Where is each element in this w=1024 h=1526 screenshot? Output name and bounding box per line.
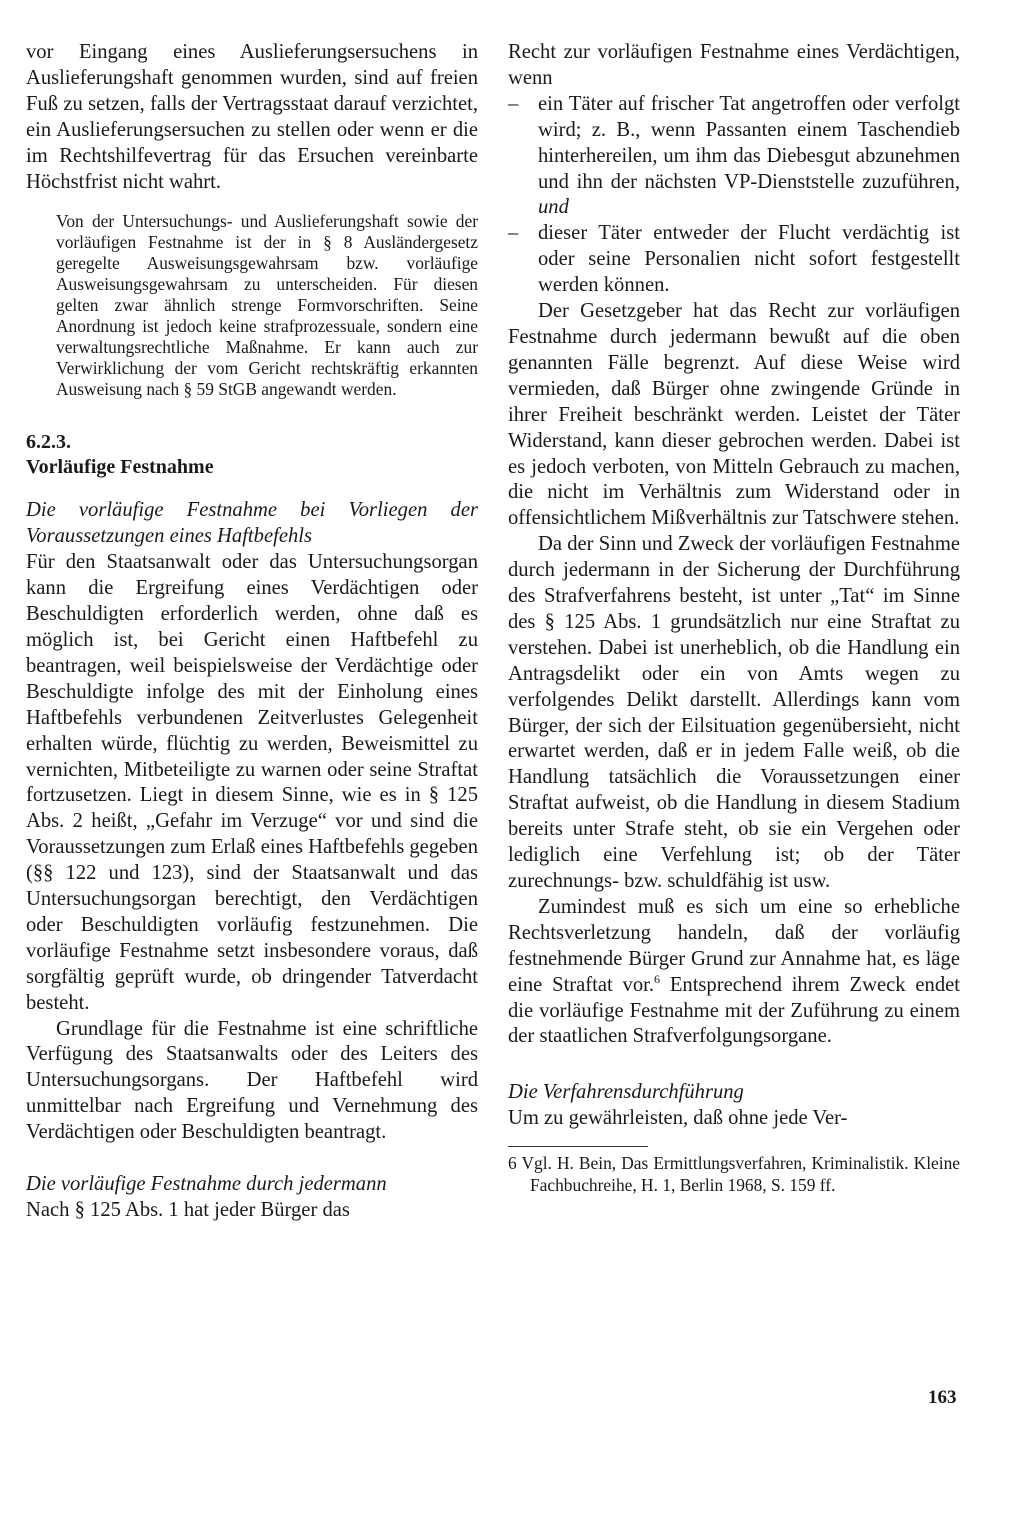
section-title: Vorläufige Festnahme (26, 456, 214, 479)
subheading-haftbefehl: Die vorläufige Festnahme bei Vorliegen der Voraussetzungen eines Haftbefehls (26, 499, 478, 548)
left-paragraph-1: vor Eingang eines Auslieferungsersuchens in Auslieferungshaft genommen wurden, sind auf freien Fuß zu setzen, falls der Vertragsstaat darauf verzichtet, ein Auslieferungsersuchen zu stellen oder wenn er die im Rechtshilfevertrag für das Ersuchen vereinbarte Höchstfrist nicht wahrt. (26, 41, 478, 193)
right-paragraph-2: Der Gesetzgeber hat das Recht zur vorläufigen Festnahme durch jedermann bewußt auf die oben genannten Fälle begrenzt. Auf diese Weise wird vermieden, daß Bürger ohne zwingende Gründe in ihrer Freiheit beschränkt werden. Leistet der Täter Widerstand, kann dieser gebrochen werden. Dabei ist es jedoch verboten, von Mitteln Gebrauch zu machen, die nicht im Verhältnis zum Widerstand oder in offensichtlichem Mißverhältnis zur Tatschwere stehen. (508, 300, 960, 530)
left-column (26, 40, 478, 1224)
list-item-text: dieser Täter entweder der Flucht verdächtig ist oder seine Personalien nicht sofort festgestellt werden können. (538, 222, 960, 297)
list-item (508, 221, 960, 299)
page-number: 163 (928, 1387, 957, 1408)
subheading-verfahren: Die Verfahrensdurchführung (508, 1081, 744, 1104)
right-paragraph-3: Da der Sinn und Zweck der vorläufigen Festnahme durch jedermann in der Sicherung der Durchführung des Strafverfahrens besteht, ist unter „Tat“ im Sinne des § 125 Abs. 1 grundsätzlich nur eine Straftat zu verstehen. Dabei ist unerheblich, ob die Handlung ein Antragsdelikt oder ein von Amts wegen zu verfolgendes Delikt darstellt. Allerdings kann vom Bürger, der sich der Eilsituation gegenübersieht, nicht erwartet werden, daß er in jedem Falle weiß, ob die Handlung tatsächlich die Voraussetzungen einer Straftat aufweist, ob die Handlung in diesem Stadium bereits unter Strafe steht, ob sie ein Vergehen oder lediglich eine Verfehlung ist; ob der Täter zurechnungs- bzw. schuldfähig ist usw. (508, 533, 960, 892)
footnote-reference: 6 (654, 971, 660, 986)
right-paragraph-4 (508, 895, 960, 1050)
list-item-text: ein Täter auf frischer Tat angetroffen oder verfolgt wird; z. B., wenn Passanten einem Taschendieb hinterhereilen, um ihm das Diebesgut abzunehmen und ihn der nächsten VP-Dienststelle zuzuführen, (538, 92, 960, 193)
subheading-jedermann: Die vorläufige Festnahme durch jedermann (26, 1173, 387, 1196)
right-paragraph-4-text: Zumindest muß es sich um eine so erhebliche Rechtsverletzung handeln, daß der vorläufig festnehmende Bürger Grund zur Annahme hat, es läge eine Straftat vor. (508, 895, 960, 996)
right-paragraph-6: Um zu gewährleisten, daß ohne jede Ver- (508, 1107, 848, 1130)
left-paragraph-4: Nach § 125 Abs. 1 hat jeder Bürger das (26, 1199, 350, 1221)
small-print-note: Von der Untersuchungs- und Auslieferungshaft sowie der vorläufigen Festnahme ist der in § 8 Ausländergesetz geregelte Ausweisungsgewahrsam bzw. vorläufige Ausweisungsgewahrsam zu unterscheiden. Für diesen gelten zwar ähnlich strenge Formvorschriften. Seine Anordnung ist jedoch keine strafprozessuale, sondern eine verwaltungsrechtliche Maßnahme. Er kann auch zur Verwirklichung der vom Gericht rechtskräftig erkannten Ausweisung nach § 59 StGB angewandt werden. (56, 211, 478, 400)
section-number: 6.2.3. (26, 431, 71, 454)
list-item-emphasis: und (538, 196, 569, 219)
right-paragraph-1: Recht zur vorläufigen Festnahme eines Verdächtigen, wenn (508, 41, 960, 89)
left-paragraph-2: Für den Staatsanwalt oder das Untersuchungsorgan kann die Ergreifung eines Verdächtigen oder Beschuldigten erforderlich werden, ohne daß es möglich ist, bei Gericht einen Haftbefehl zu beantragen, weil beispielsweise der Verdächtige oder Beschuldigte infolge des mit der Einholung eines Haftbefehls verbundenen Zeitverlustes Gelegenheit erhalten würde, flüchtig zu werden, Beweismittel zu vernichten, Mitbeteiligte zu warnen oder seine Straftat fortzusetzen. Liegt in diesem Sinne, wie es in § 125 Abs. 2 heißt, „Gefahr im Verzuge“ vor und sind die Voraussetzungen zum Erlaß eines Haftbefehls gegeben (§§ 122 und 123), sind der Staatsanwalt und das Untersuchungsorgan berechtigt, den Verdächtigen oder Beschuldigten vorläufig festzunehmen. Die vorläufige Festnahme setzt insbesondere voraus, daß sorgfältig geprüft wurde, ob dringender Tatverdacht besteht. (26, 551, 478, 1014)
left-paragraph-3: Grundlage für die Festnahme ist eine schriftliche Verfügung des Staatsanwalts oder des Leiters des Untersuchungsorgans. Der Haftbefehl wird unmittelbar nach Ergreifung und Vernehmung des Verdächtigen oder Beschuldigten beantragt. (26, 1017, 478, 1144)
condition-list (508, 92, 960, 299)
footnote-divider (508, 1146, 648, 1147)
list-item (508, 92, 960, 222)
right-paragraph-5-text: Entsprechend ihrem Zweck endet die vorläufige Festnahme mit der Zuführung zu einem der staatlichen Strafverfolgungsorgane. (508, 973, 960, 1048)
right-column (508, 40, 960, 1196)
footnote: 6 Vgl. H. Bein, Das Ermittlungsverfahren, Kriminalistik. Kleine Fachbuchreihe, H. 1, Berlin 1968, S. 159 ff. (508, 1153, 960, 1195)
